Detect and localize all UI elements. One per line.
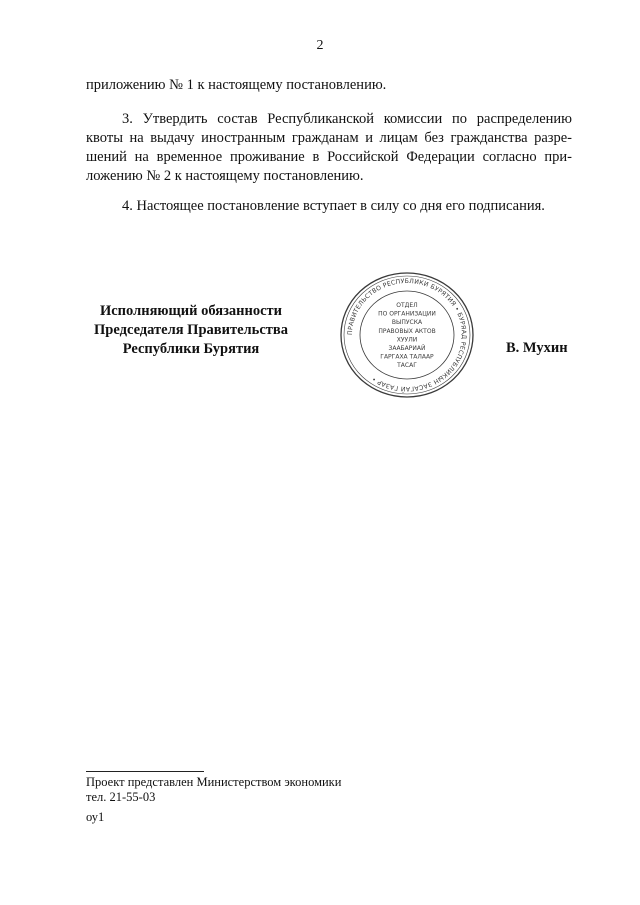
text-line: шений на временное проживание в Российской Федерации согласно при- — [86, 149, 572, 165]
document-code: оу1 — [86, 810, 105, 824]
text-line: квоты на выдачу иностранным гражданам и лицам без гражданства разре- — [86, 130, 572, 146]
seal-center-line: ХУУЛИ — [396, 336, 418, 344]
signatory-name: В. Мухин — [506, 340, 568, 356]
footer-note — [86, 775, 341, 805]
text-line: 3. Утвердить состав Республиканской комиссии по распределению — [122, 111, 572, 127]
signatory-position-line: Исполняющий обязанности — [99, 303, 283, 319]
seal-center-line: ВЫПУСКА — [391, 319, 423, 327]
page-number: 2 — [316, 38, 324, 53]
signatory-position — [82, 302, 300, 359]
seal-center-line: ГАРГАХА ТАЛААР — [380, 353, 434, 361]
text-line: приложению № 1 к настоящему постановлению. — [86, 77, 387, 93]
seal-center-line: ТАСАГ — [397, 362, 417, 370]
footer-note-line: тел. 21-55-03 — [86, 790, 156, 804]
seal-center-line: ПО ОРГАНИЗАЦИИ — [378, 310, 436, 318]
footer-note-line: Проект представлен Министерством экономики — [86, 775, 342, 789]
official-seal-stamp — [337, 270, 477, 400]
seal-center-line: ПРАВОВЫХ АКТОВ — [378, 327, 436, 335]
paragraph-item-3 — [86, 110, 572, 186]
signatory-position-line: Председателя Правительства — [94, 322, 288, 338]
seal-ring-text: ПРАВИТЕЛЬСТВО РЕСПУБЛИКИ БУРЯТИЯ • БУРЯАД РЕСПУБЛИКЫН ЗАСАГАЙ ГАЗАР • — [346, 277, 468, 393]
seal-center-line: ЗААБАРИАЙ — [388, 345, 426, 352]
signatory-position-line: Республики Бурятия — [122, 341, 260, 357]
text-line: ложению № 2 к настоящему постановлению. — [86, 168, 364, 184]
paragraph-continuation — [86, 76, 572, 95]
text-line: 4. Настоящее постановление вступает в силу со дня его подписания. — [122, 198, 545, 214]
paragraph-item-4 — [86, 197, 572, 216]
footer-divider — [86, 771, 204, 772]
seal-center-line: ОТДЕЛ — [396, 302, 418, 309]
